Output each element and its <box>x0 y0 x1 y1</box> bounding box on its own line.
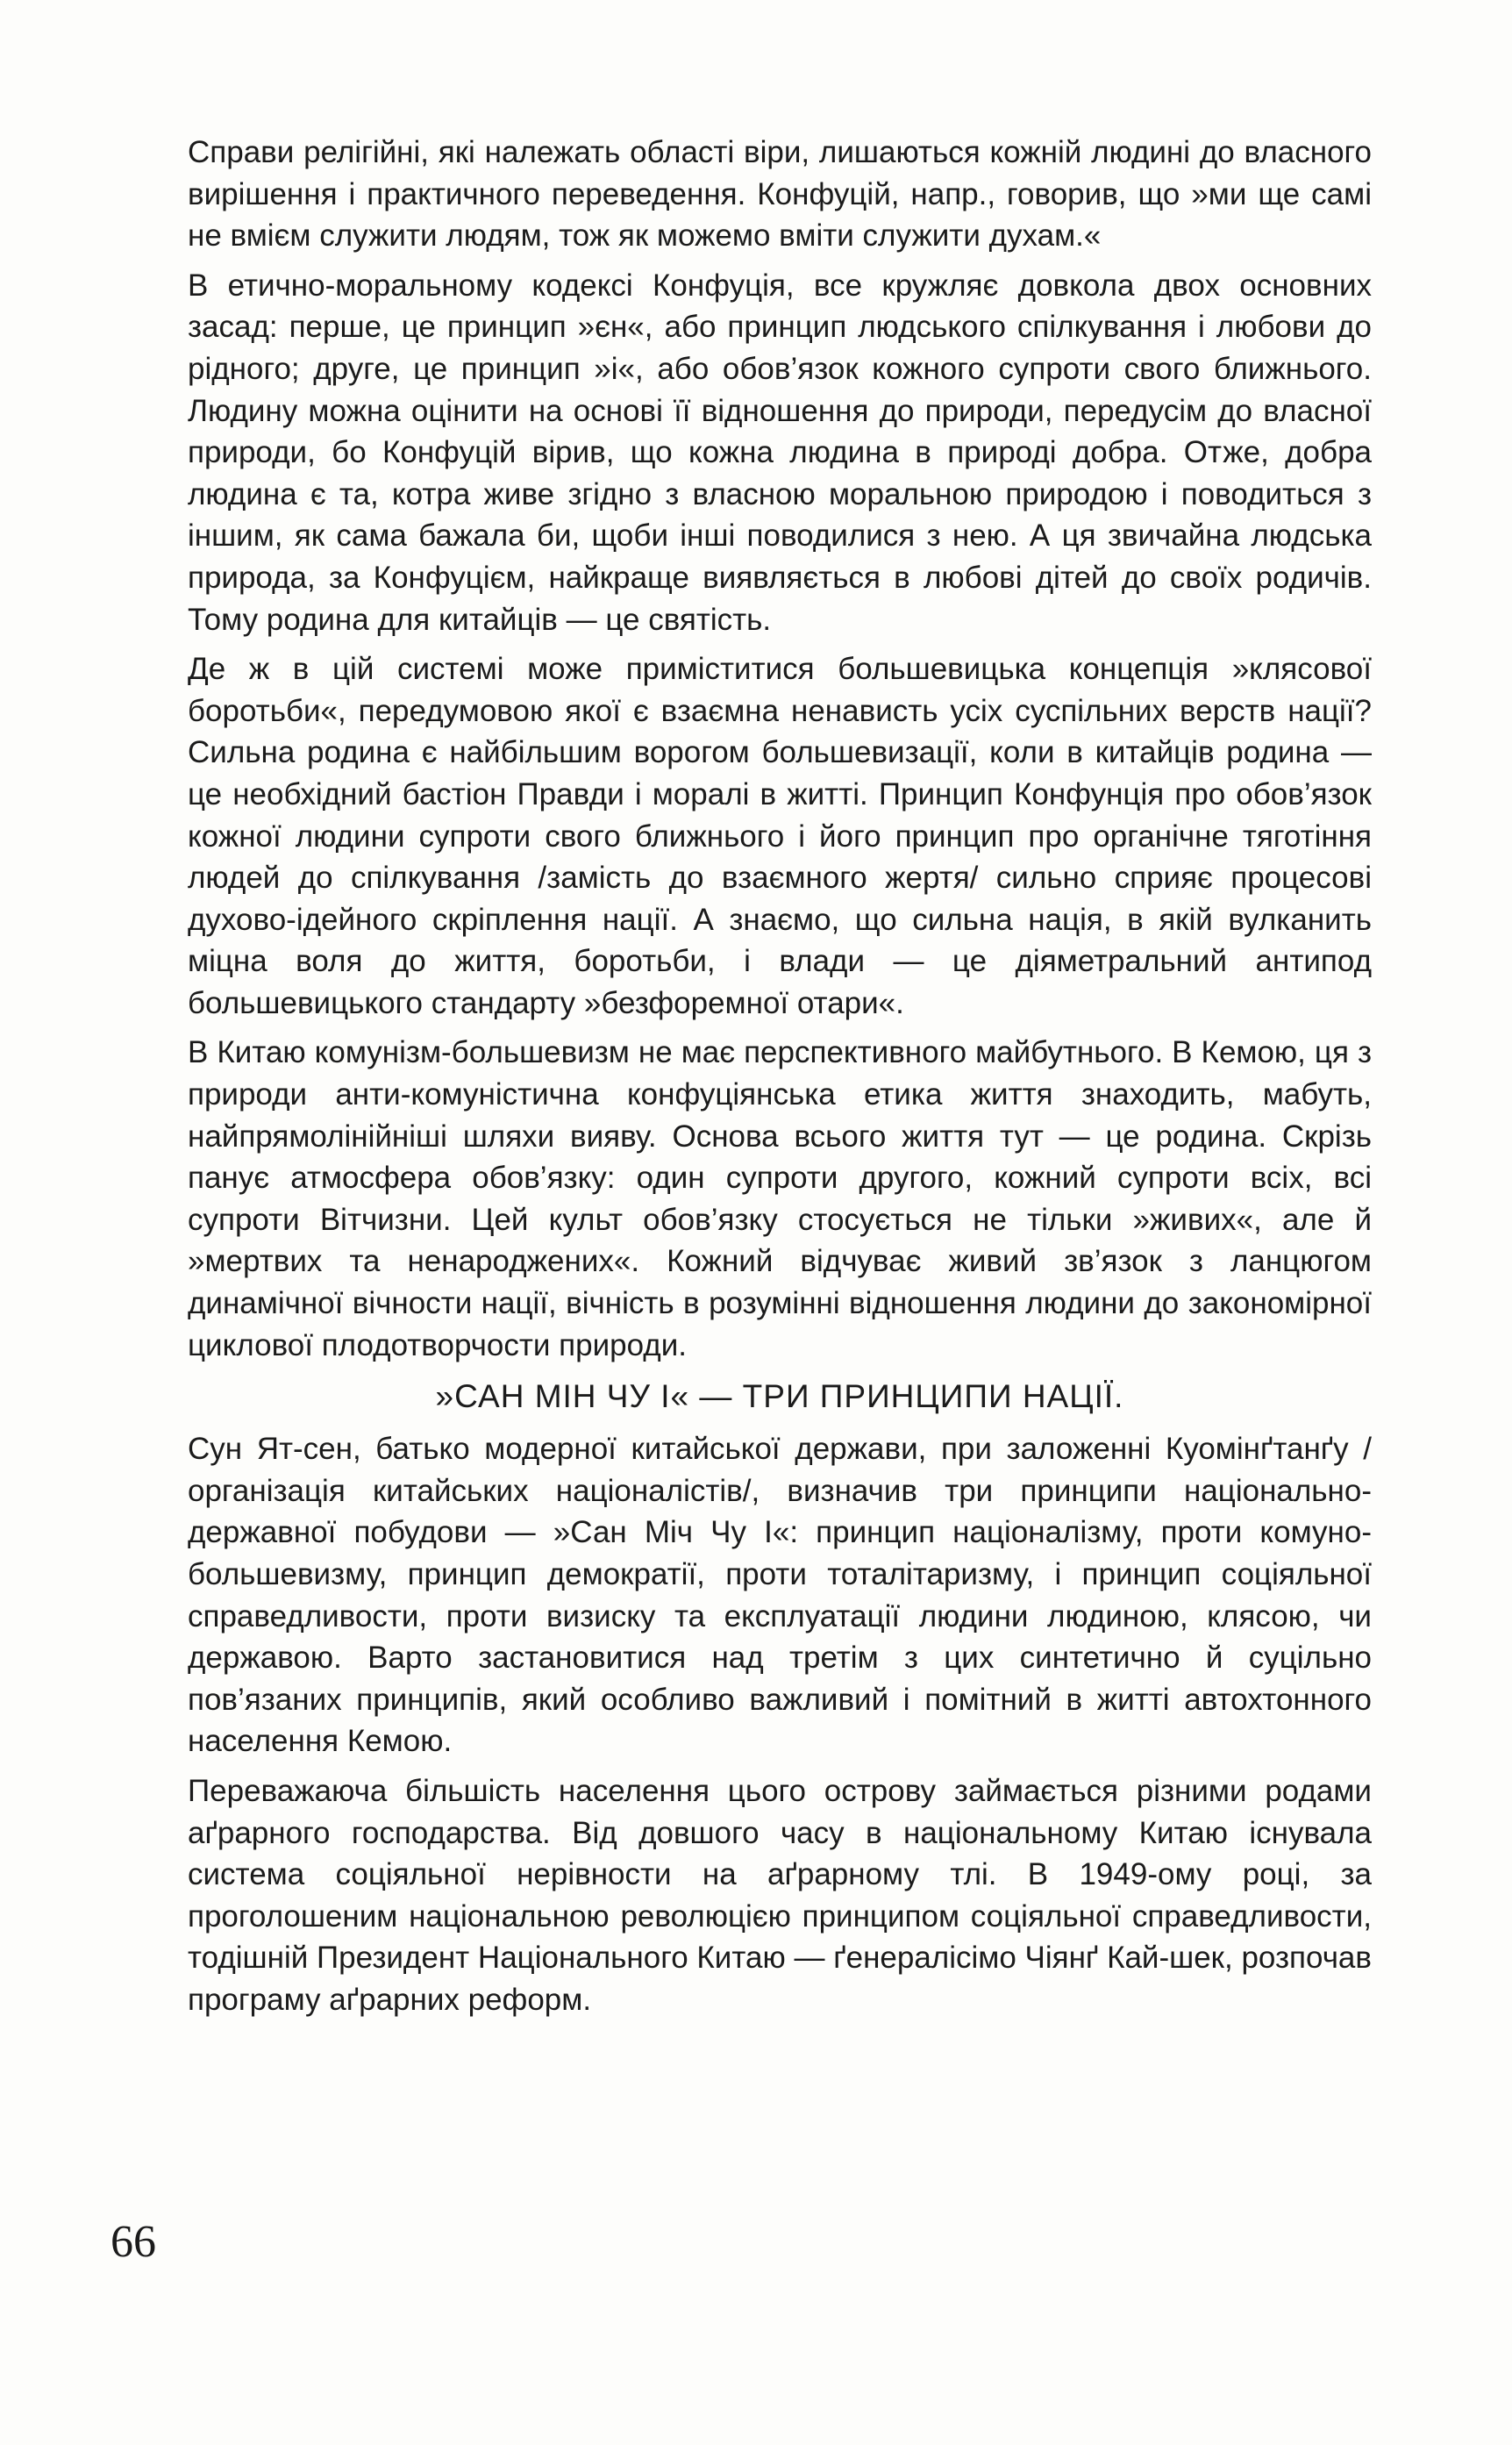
section-heading: »САН МІН ЧУ І« — ТРИ ПРИНЦИПИ НАЦІЇ. <box>435 1378 1124 1415</box>
paragraph-1: Справи релігійні, які належать області віри, лишаються кожній людині до власного вирішення і практичного переведення. Конфуцій, напр., говорив, що »ми ще самі не вмієм служити людям, тож як можемо вміти служити духам.« <box>188 135 1372 254</box>
paragraph-2: В етично-моральному кодексі Конфуція, все кружляє довкола двох основних засад: перше, це принцип »єн«, або принцип людського спілкування і любови до рідного; друге, це принцип »і«, або обов’язок кожного супроти свого ближнього. Людину можна оцінити на основі її відношення до природи, передусім до власної природи, бо Конфуцій вірив, що кожна людина в природі добра. Отже, добра людина є та, котра живе згідно з власною моральною природою і поводиться з іншим, як сама бажала би, щоби інші поводилися з нею. А ця звичайна людська природа, за Конфуцієм, найкраще виявляється в любові дітей до своїх родичів. Тому родина для китайців — це святість. <box>188 268 1372 637</box>
paragraph-4: В Китаю комунізм-большевизм не має перспективного майбутнього. В Кемою, ця з природи анти-комуністична конфуціянська етика життя знаходить, мабуть, найпрямолінійніші шляхи вияву. Основа всього життя тут — це родина. Скрізь панує атмосфера обов’язку: один супроти другого, кожний супроти всіх, всі супроти Вітчизни. Цей культ обов’язку стосується не тільки »живих«, але й »мертвих та ненароджених«. Кожний відчуває живий зв’язок з ланцюгом динамічної вічности нації, вічність в розумінні відношення людини до закономірної циклової плодотворчости природи. <box>188 1035 1372 1362</box>
paragraph-6: Переважаюча більшість населення цього острову займається різними родами аґрарного господарства. Від довшого часу в національному Китаю існувала система соціяльної нерівности на аґрарному тлі. В 1949-ому році, за проголошеним національною революцією принципом соціяльної справедливости, тодішній Президент Національного Китаю — ґенералісімо Чіянґ Кай-шек, розпочав програму аґрарних реформ. <box>188 1773 1372 2017</box>
paragraph-3: Де ж в цій системі може приміститися большевицька концепція »клясової боротьби«, передумовою якої є взаємна ненависть усіх суспільних верств нації? Сильна родина є найбільшим ворогом большевизації, коли в китайців родина — це необхідний бастіон Правди і моралі в житті. Принцип Конфунція про обов’язок кожної людини супроти свого ближнього і його принцип про органічне тяготіння людей до спілкування /замість до взаємного жертя/ сильно сприяє процесові духово-ідейного скріплення нації. А знаємо, що сильна нація, в якій вулканить міцна воля до життя, боротьби, і влади — це діяметральний антипод большевицького стандарту »безфоремної отари«. <box>188 652 1372 1020</box>
page-number: 66 <box>111 2217 156 2267</box>
paragraph-5: Сун Ят-сен, батько модерної китайської держави, при заложенні Куомінґтанґу /організація китайських націоналістів/, визначив три принципи національно-державної побудови — »Сан Міч Чу І«: принцип націоналізму, проти комуно-большевизму, принцип демократії, проти тоталітаризму, і принцип соціяльної справедливости, проти визиску та експлуатації людини людиною, клясою, чи державою. Варто застановитися над третім з цих синтетично й суцільно пов’язаних принципів, який особливо важливий і помітний в житті автохтонного населення Кемою. <box>188 1432 1372 1759</box>
page-text <box>188 132 1372 2029</box>
